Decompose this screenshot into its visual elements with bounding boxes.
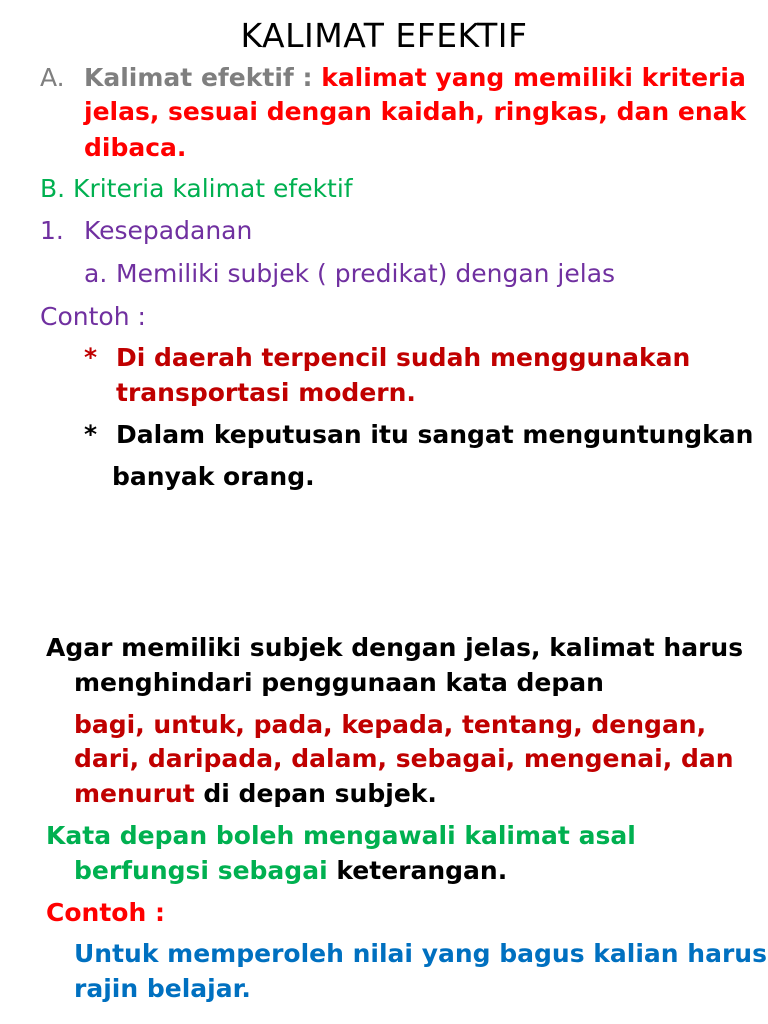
example1-bullet: *	[84, 343, 98, 372]
words-line2: dari, daripada, dalam, sebagai, mengenai, dan	[74, 744, 734, 773]
words-line3-red: menurut	[74, 779, 195, 808]
example1-line2: transportasi modern.	[116, 378, 416, 407]
para2-line2-black: keterangan.	[327, 856, 508, 885]
contoh-label-1: Contoh :	[40, 302, 146, 331]
example2-bullet: *	[84, 420, 98, 449]
page-title: KALIMAT EFEKTIF	[240, 16, 528, 55]
example3-line2: rajin belajar.	[74, 974, 251, 1003]
contoh-label-2: Contoh :	[46, 898, 165, 927]
para2-line2-green: berfungsi sebagai	[74, 856, 328, 885]
section-b-heading: B. Kriteria kalimat efektif	[40, 174, 353, 203]
para1-line1: Agar memiliki subjek dengan jelas, kalimat harus	[46, 633, 744, 662]
example2-line2: banyak orang.	[112, 462, 315, 491]
item1-marker: 1.	[40, 216, 64, 245]
words-line3	[74, 778, 437, 810]
item1-label: Kesepadanan	[84, 216, 253, 245]
words-line1: bagi, untuk, pada, kepada, tentang, dengan,	[74, 710, 707, 739]
section-a-def-line2: jelas, sesuai dengan kaidah, ringkas, dan enak	[84, 97, 747, 126]
section-a-line1	[84, 62, 746, 94]
words-line3-black: di depan subjek.	[194, 779, 437, 808]
item1a-label: Memiliki subjek ( predikat) dengan jelas	[116, 259, 616, 288]
example2-line1: Dalam keputusan itu sangat menguntungkan	[116, 420, 754, 449]
item1a-marker: a.	[84, 259, 108, 288]
section-a-marker: A.	[40, 63, 65, 92]
section-a-def-line3: dibaca.	[84, 133, 187, 162]
para1-line2: menghindari penggunaan kata depan	[74, 668, 604, 697]
example3-line1: Untuk memperoleh nilai yang bagus kalian harus	[74, 939, 767, 968]
section-a-label: Kalimat efektif :	[84, 63, 313, 92]
para2-line1: Kata depan boleh mengawali kalimat asal	[46, 821, 636, 850]
example1-line1: Di daerah terpencil sudah menggunakan	[116, 343, 691, 372]
section-a-def-line1: kalimat yang memiliki kriteria	[321, 63, 746, 92]
para2-line2	[74, 855, 507, 887]
